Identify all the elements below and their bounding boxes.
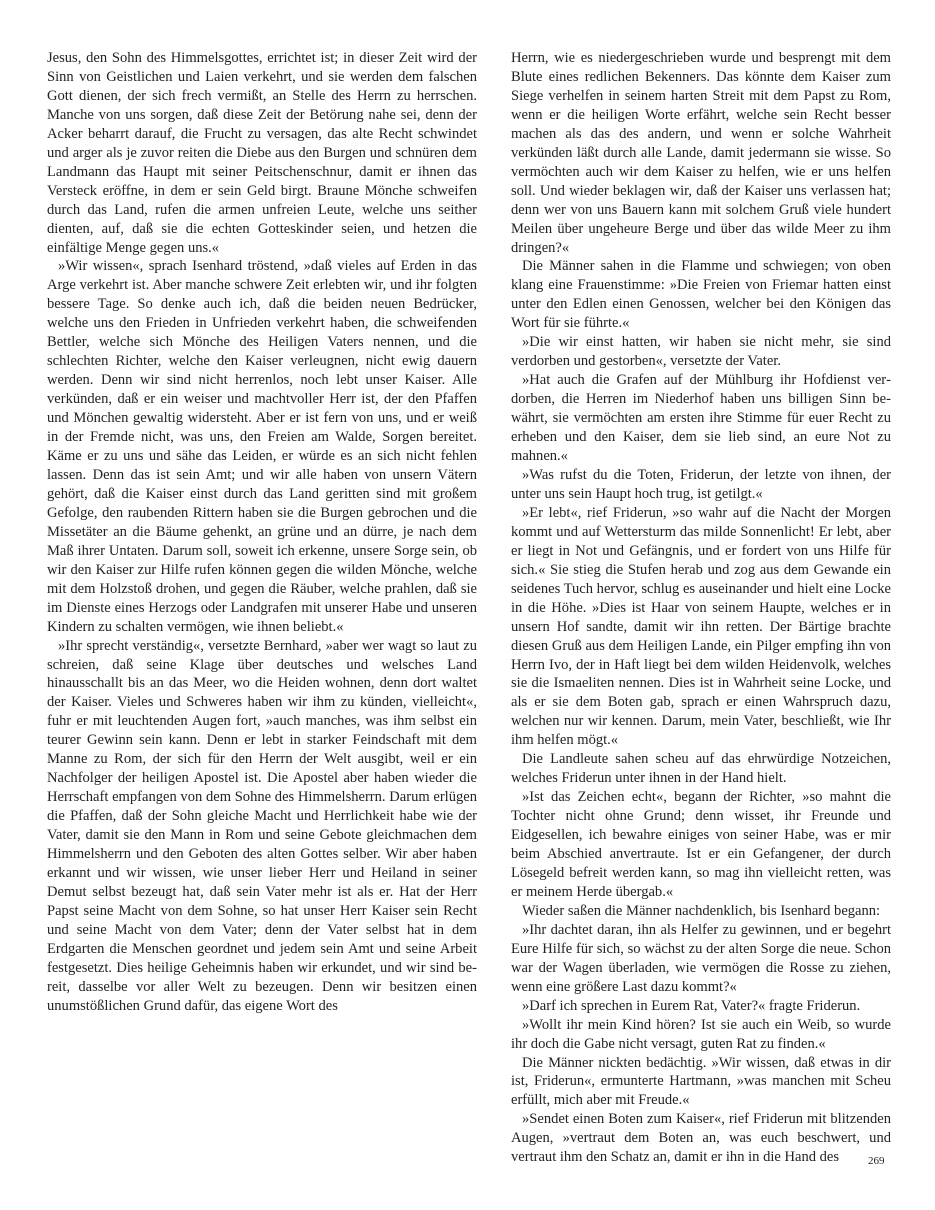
paragraph: »Ist das Zeichen echt«, begann der Richter, »so mahnt die Tochter nicht ohne Grund; denn wisset, ihr Freunde und Eidgesellen, ich bewahre einiges von seiner Habe, was er mir beim Abschied anvertraute. Ist er ein Gefangener, der durch Lösegeld befreit werden kann, so mag ihn vielleicht retten, was er meinem Herde übergab.« bbox=[511, 789, 891, 900]
paragraph: »Ihr dachtet daran, ihn als Helfer zu gewinnen, und er begehrt Eure Hilfe für sich, so wächst zu der alten Sorge die neue. Schon war der Wagen überladen, wie vermögen die Rosse zu ziehen, wenn eine größere Last dazu kommt?« bbox=[511, 921, 891, 995]
page-number: 269 bbox=[868, 1155, 885, 1167]
paragraph: Wieder saßen die Männer nachdenklich, bis Isenhard begann: bbox=[522, 902, 881, 919]
paragraph: »Was rufst du die Toten, Friderun, der letzte von ihnen, der unter uns sein Haupt hoch trug, ist getilgt.« bbox=[511, 466, 891, 502]
right-column bbox=[511, 49, 891, 1167]
left-column bbox=[47, 49, 477, 1016]
paragraph: »Ihr sprecht verständig«, versetzte Bernhard, »aber wer wagt so laut zu schreien, daß seine Klage über deutsches und welsches Land hinausschallt bis an das Meer, wo die Heiden wohnen, denn dort waltet der Kaiser. Vieles und Schweres haben wir ihm zu künden, vielleicht«, fuhr er mit leuchtenden Augen fort, »auch manches, was ihm selbst ein teurer Gewinn sein kann. Denn er lebt in starker Feindschaft mit dem Manne zu Rom, der sich für den Herrn der Welt ausgibt, weil er ein Nachfolger der heiligen Apostel ist. Die Apostel aber haben wieder die Herrschaft empfangen von dem Sohne des Himmelsherrn. Darum erlügen die Pfaffen, daß der Sohn gleiche Macht und Herrlichkeit habe wie der Vater, damit sie den Mann in Rom und seine Gebote gleichmachen dem Himmelsherrn und den Geboten des alten Gottes selber. Wir aber haben erkannt und wir wissen, wie unser lieber Herr und Heiland in seiner Demut selbst bezeugt hat, daß sein Vater mehr ist als er. Hat der Herr Papst seine Macht von dem Sohne, so hat unser Herr Kaiser sein Recht und seine Macht von dem Vater; denn der Vater selbst hat in dem Erdgarten die Menschen geordnet und jedem sein Amt und seine Arbeit festgesetzt. Dies heilige Geheimnis haben wir erkundet, und wir sind bereit, dasselbe vor aller Welt zu bezeugen. Denn wir besitzen einen unumstößlichen Grund dafür, das eigene Wort des bbox=[47, 637, 477, 1014]
paragraph: »Darf ich sprechen in Eurem Rat, Vater?« fragte Friderun. bbox=[522, 997, 861, 1014]
paragraph: Jesus, den Sohn des Himmelsgottes, errichtet ist; in dieser Zeit wird der Sinn von Geistlichen und Laien verkehrt, und sie werden dem falschen Gott dienen, der sich frech vermißt, an Stelle des Herrn zu herrschen. Manche von uns sorgen, daß diese Zeit der Betörung nahe sei, denn der Acker beharrt darauf, die Frucht zu versagen, das alte Recht schwindet und arger als je zuvor reiten die Diebe aus den Burgen und schnüren dem Landmann das Haupt mit seiner Peitschenschnur, damit er ihnen das Versteck eröffne, in dem er sein Geld birgt. Braune Mönche schweifen durch das Land, rufen die armen unfreien Leute, welche uns seither dienten, auf, daß sie die echten Gotteskinder seien, und hetzen die einfältige Menge gegen uns.« bbox=[47, 50, 477, 256]
paragraph: »Hat auch die Grafen auf der Mühlburg ihr Hofdienst verdorben, die Herren im Niederhof haben uns billigen Sinn bewährt, sie vermöchten am ersten ihre Stimme für euer Recht zu erheben und den Kaiser, dem sie lieb sind, an eure Not zu mahnen.« bbox=[511, 372, 891, 465]
paragraph: »Die wir einst hatten, wir haben sie nicht mehr, sie sind verdorben und gestorben«, versetzte der Vater. bbox=[511, 334, 891, 370]
paragraph: Die Landleute sahen scheu auf das ehrwürdige Notzeichen, welches Friderun unter ihnen in der Hand hielt. bbox=[511, 751, 891, 787]
paragraph: Die Männer sahen in die Flamme und schwiegen; von oben klang eine Frauenstimme: »Die Freien von Friemar hatten einst unter den Edlen einen Genossen, welcher bei den Königen das Wort für sie führte.« bbox=[511, 258, 891, 332]
paragraph: Herrn, wie es niedergeschrieben wurde und besprengt mit dem Blute eines redlichen Bekenners. Das könnte dem Kaiser zum Siege verhelfen in seinem harten Streit mit dem Papst zu Rom, wenn er die heiligen Worte erfährt, welche sein Recht besser machen als das des andern, und wenn er solche Wahrheit verkünden läßt durch alle Lande, damit jedermann sie wisse. So vermöchten auch wir dem Kaiser zu helfen, wie er uns helfen soll. Und wieder beklagen wir, daß der Kaiser uns verlassen hat; denn wer von uns Bauern kann mit solchem Gruß viele hundert Meilen über ungeheure Berge und über das wilde Meer zu ihm dringen?« bbox=[511, 50, 891, 256]
paragraph: Die Männer nickten bedächtig. »Wir wissen, daß etwas in dir ist, Friderun«, ermunterte Hartmann, »was manchen mit Scheu erfüllt, mich aber mit Freude.« bbox=[511, 1054, 891, 1109]
paragraph: »Er lebt«, rief Friderun, »so wahr auf die Nacht der Morgen kommt und auf Wettersturm das milde Sonnenlicht! Er lebt, aber er liegt in Not und Gefängnis, und er fordert von uns Hilfe für sich.« Sie stieg die Stufen herab und zog aus dem Gewande ein seidenes Tuch hervor, schlug es auseinander und hielt eine Locke in die Höhe. »Dies ist Haar von seinem Haupte, welches er in unsern Hof sandte, damit wir ihn retten. Der Bärtige brachte diesen Gruß aus dem Heiligen Lande, ein Pilger empfing ihn von Herrn Ivo, der in Haft liegt bei dem wilden Heidenvolk, welches sie die Ismaeliten nennen. Dies ist in Wahrheit seine Locke, und als er sie dem Boten gab, sprach er einen Wahrspruch dazu, welchen nur wir kennen. Darum, mein Vater, beschließt, wie Ihr ihm helfen mögt.« bbox=[511, 504, 891, 749]
paragraph: »Sendet einen Boten zum Kaiser«, rief Friderun mit blitzenden Augen, »vertraut dem Boten an, was euch beschwert, und vertraut ihm den Schatz an, damit er ihn in die Hand des bbox=[511, 1111, 891, 1166]
paragraph: »Wir wissen«, sprach Isenhard tröstend, »daß vieles auf Erden in das Arge verkehrt ist. Aber manche schwere Zeit erlebten wir, und ihr folgten bessere Tage. So denke auch ich, daß die beiden neuen Bedrücker, welche uns den Frieden in Unfrieden verkehrt haben, die schweifenden Bettler, welche sich Mönche des Heiligen Vaters nennen, und die schlechten Richter, welche den Kaiser verleugnen, nicht ewig dauern werden. Denn wir sind nicht herrenlos, noch lebt unser Kaiser. Alle verkünden, daß er ein weiser und machtvoller Herr ist, der den Pfaffen und Mönchen gewaltig widersteht. Aber er ist fern von uns, und er weiß in der Fremde nicht, was uns, den Freien am Walde, Sorgen bereitet. Käme er zu uns und sähe das Leiden, er würde es an sich nicht fehlen lassen. Denn das ist sein Amt; und wir alle haben von unsern Vätern gehört, daß die Kaiser einst durch das Land geritten sind mit großem Gefolge, den raubenden Rittern haben sie die Burgen gebrochen und die Missetäter an die Bäume gehenkt, an grüne und an dürre, je nach dem Maß ihrer Untaten. Darum soll, soweit ich erkenne, unsere Sorge sein, ob wir den Kaiser zur Hilfe rufen können gegen die wilden Mönche, welche mit dem Holzstoß drohen, und gegen die Räuber, welche prahlen, daß sie im Dienste eines Herzogs oder Landgrafen mit unserer Habe und unseren Kindern zu schalten vermögen, wie ihnen beliebt.« bbox=[47, 258, 477, 635]
paragraph: »Wollt ihr mein Kind hören? Ist sie auch ein Weib, so wurde ihr doch die Gabe nicht versagt, guten Rat zu finden.« bbox=[511, 1016, 891, 1052]
